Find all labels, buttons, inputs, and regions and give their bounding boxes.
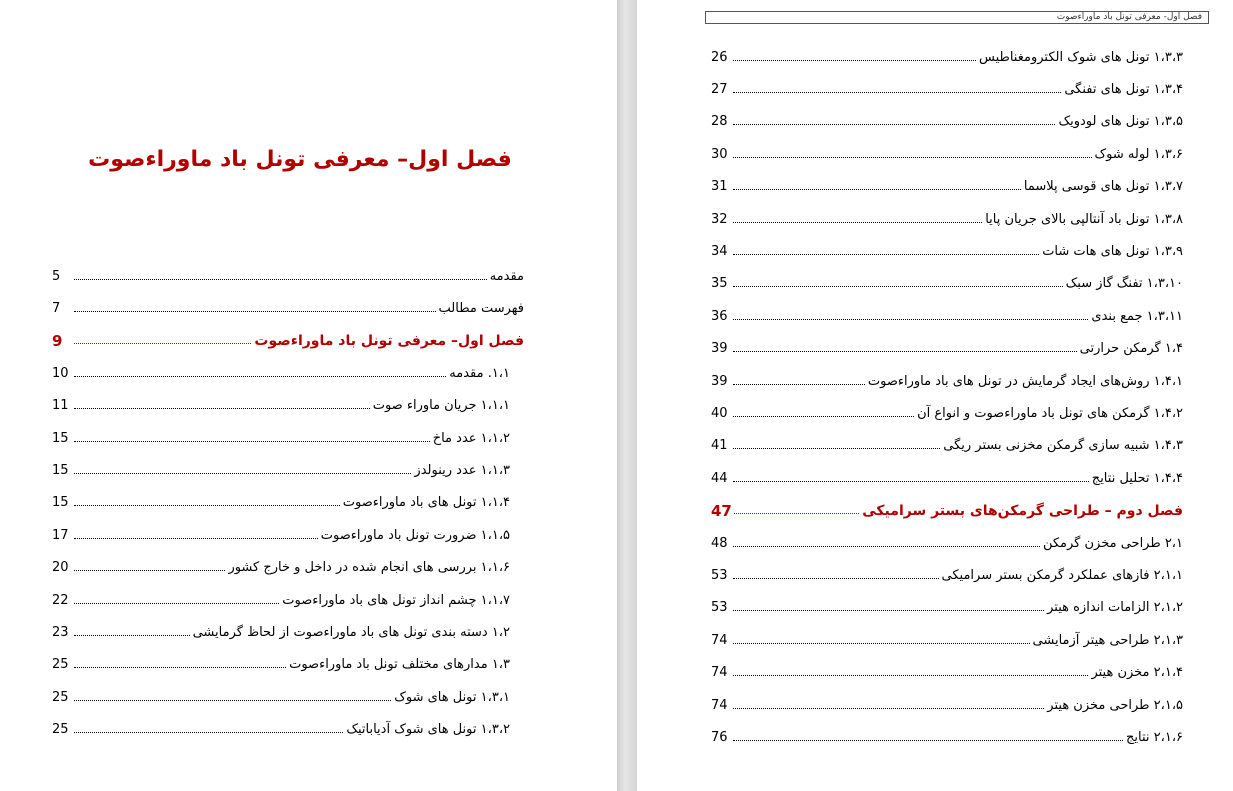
toc-entry[interactable]	[711, 656, 1183, 688]
toc-dot-leader	[74, 376, 446, 377]
toc-page-number: 44	[711, 470, 728, 486]
toc-entry[interactable]	[711, 73, 1183, 105]
toc-page-number: 47	[711, 501, 732, 520]
toc-dot-leader	[733, 578, 939, 579]
toc-entry[interactable]	[52, 390, 524, 422]
toc-entry[interactable]	[52, 357, 524, 389]
toc-dot-leader	[74, 473, 411, 474]
toc-entry[interactable]	[711, 300, 1183, 332]
toc-page-number: 76	[711, 729, 728, 745]
toc-entry-label: ۱،۴،۴ تحلیل نتایج	[1091, 470, 1183, 486]
toc-page-number: 34	[711, 244, 728, 260]
toc-page-number: 31	[711, 179, 728, 195]
toc-dot-leader	[733, 448, 940, 449]
toc-entry[interactable]	[711, 138, 1183, 170]
toc-entry-label: ۲،۱،۱ فازهای عملکرد گرمکن بستر سرامیکی	[941, 567, 1183, 583]
toc-page-number: 36	[711, 308, 728, 324]
toc-page-number: 15	[52, 495, 69, 511]
running-header: فصل اول- معرفی تونل باد ماوراءصوت	[705, 11, 1209, 24]
toc-chapter-entry[interactable]	[711, 494, 1183, 526]
toc-entry-label: ۱،۴،۱ روش‌های ایجاد گرمایش در تونل های باد ماوراءصوت	[867, 373, 1183, 389]
toc-entry[interactable]	[711, 365, 1183, 397]
toc-entry-label: فهرست مطالب	[438, 301, 524, 317]
toc-entry-label: ۱،۳،۱ تونل های شوک	[394, 689, 510, 705]
toc-page-number: 17	[52, 527, 69, 543]
toc-entry[interactable]	[711, 559, 1183, 591]
toc-dot-leader	[74, 538, 318, 539]
page-gutter	[617, 0, 637, 791]
toc-entry[interactable]	[52, 681, 524, 713]
toc-entry[interactable]	[52, 519, 524, 551]
toc-entry-label: فصل دوم – طراحی گرمکن‌های بستر سرامیکی	[862, 502, 1183, 519]
toc-entry[interactable]	[711, 527, 1183, 559]
toc-dot-leader	[74, 732, 343, 733]
toc-dot-leader	[733, 92, 1061, 93]
toc-dot-leader	[733, 675, 1088, 676]
toc-entry[interactable]	[711, 592, 1183, 624]
toc-entry[interactable]	[52, 422, 524, 454]
toc-page-number: 25	[52, 657, 69, 673]
toc-dot-leader	[74, 505, 340, 506]
toc-dot-leader	[733, 610, 1044, 611]
toc-page-number: 74	[711, 665, 728, 681]
toc-page-number: 53	[711, 567, 728, 583]
toc-entry-label: ۱،۳ مدارهای مختلف تونل باد ماوراءصوت	[289, 657, 510, 673]
toc-dot-leader	[733, 60, 976, 61]
toc-entry[interactable]	[711, 203, 1183, 235]
toc-dot-leader	[733, 124, 1055, 125]
toc-page-number: 26	[711, 49, 728, 65]
toc-dot-leader	[733, 351, 1077, 352]
toc-dot-leader	[733, 708, 1044, 709]
toc-entry-label: ۱،۳،۳ تونل های شوک الکترومغناطیس	[979, 49, 1183, 65]
toc-page-number: 15	[52, 430, 69, 446]
toc-entry-label: ۱،۳،۲ تونل های شوک آدیاباتیک	[346, 722, 510, 738]
toc-dot-leader	[74, 343, 251, 344]
toc-page-number: 74	[711, 632, 728, 648]
toc-dot-leader	[733, 740, 1123, 741]
toc-dot-leader	[74, 441, 430, 442]
toc-entry[interactable]	[52, 260, 524, 292]
toc-page-number: 32	[711, 211, 728, 227]
chapter-title: فصل اول– معرفی تونل باد ماوراءصوت	[88, 147, 512, 172]
toc-entry[interactable]	[711, 235, 1183, 267]
toc-entry-label: ۱،۱،۲ عدد ماخ	[432, 430, 510, 446]
toc-entry-label: مقدمه	[489, 268, 524, 284]
toc-page-number: 53	[711, 600, 728, 616]
toc-entry-label: ۲،۱،۲ الزامات اندازه هیتر	[1047, 600, 1183, 616]
toc-entry-label: ۲،۱،۴ مخزن هیتر	[1091, 665, 1183, 681]
toc-entry[interactable]	[711, 624, 1183, 656]
toc-entry-label: ۱،۱،۵ ضرورت تونل باد ماوراءصوت	[320, 527, 510, 543]
toc-entry[interactable]	[711, 268, 1183, 300]
toc-entry-label: ۱،۳،۴ تونل های تفنگی	[1064, 82, 1183, 98]
toc-page-number: 5	[52, 268, 61, 284]
toc-page-number: 7	[52, 301, 61, 317]
toc-entry-label: ۱،۱. مقدمه	[449, 365, 510, 381]
toc-entry[interactable]	[52, 584, 524, 616]
toc-dot-leader	[733, 416, 914, 417]
toc-dot-leader	[733, 481, 1089, 482]
toc-dot-leader	[733, 319, 1088, 320]
toc-entry[interactable]	[711, 721, 1183, 753]
toc-entry[interactable]	[52, 649, 524, 681]
toc-entry-label: ۱،۳،۸ تونل باد آنتالپی بالای جریان پایا	[985, 211, 1183, 227]
toc-page-number: 30	[711, 146, 728, 162]
toc-dot-leader	[74, 279, 487, 280]
document-page-right	[637, 0, 1233, 791]
toc-page-number: 28	[711, 114, 728, 130]
toc-entry[interactable]	[52, 454, 524, 486]
toc-entry[interactable]	[711, 462, 1183, 494]
toc-page-number: 39	[711, 373, 728, 389]
toc-page-number: 25	[52, 722, 69, 738]
toc-dot-leader	[733, 546, 1040, 547]
toc-dot-leader	[74, 603, 279, 604]
toc-dot-leader	[734, 513, 859, 514]
toc-dot-leader	[733, 222, 982, 223]
toc-entry-label: ۲،۱ طراحی مخزن گرمکن	[1042, 535, 1183, 551]
toc-dot-leader	[733, 384, 865, 385]
toc-page-number: 35	[711, 276, 728, 292]
table-of-contents-right	[711, 41, 1183, 754]
toc-entry-label: ۱،۳،۶ لوله شوک	[1094, 146, 1183, 162]
toc-entry-label: ۱،۳،۷ تونل های قوسی پلاسما	[1023, 179, 1183, 195]
toc-page-number: 40	[711, 405, 728, 421]
toc-page-number: 20	[52, 560, 69, 576]
toc-entry[interactable]	[52, 616, 524, 648]
toc-entry[interactable]	[711, 397, 1183, 429]
toc-dot-leader	[733, 157, 1092, 158]
toc-entry-label: ۱،۱،۴ تونل های باد ماوراءصوت	[342, 495, 510, 511]
toc-entry-label: ۱،۴،۲ گرمکن های تونل باد ماوراءصوت و انواع آن	[917, 405, 1183, 421]
toc-entry[interactable]	[711, 689, 1183, 721]
toc-entry-label: ۱،۴ گرمکن حرارتی	[1079, 341, 1183, 357]
toc-entry[interactable]	[711, 171, 1183, 203]
toc-entry-label: فصل اول– معرفی تونل باد ماوراءصوت	[254, 332, 524, 349]
toc-dot-leader	[733, 254, 1039, 255]
toc-entry[interactable]	[711, 41, 1183, 73]
toc-entry-label: ۱،۱،۳ عدد رینولدز	[414, 463, 510, 479]
toc-page-number: 11	[52, 398, 69, 414]
toc-entry[interactable]	[52, 552, 524, 584]
toc-page-number: 27	[711, 82, 728, 98]
toc-page-number: 23	[52, 624, 69, 640]
toc-entry[interactable]	[52, 292, 524, 324]
toc-entry-label: ۲،۱،۶ نتایج	[1126, 729, 1183, 745]
toc-page-number: 9	[52, 331, 63, 350]
toc-dot-leader	[74, 311, 436, 312]
toc-entry-label: ۱،۳،۱۱ جمع بندی	[1091, 308, 1183, 324]
toc-entry[interactable]	[711, 333, 1183, 365]
toc-page-number: 25	[52, 689, 69, 705]
toc-page-number: 48	[711, 535, 728, 551]
toc-entry[interactable]	[52, 713, 524, 745]
toc-entry-label: ۱،۳،۱۰ تفنگ گاز سبک	[1065, 276, 1183, 292]
table-of-contents-left	[52, 260, 524, 746]
toc-dot-leader	[74, 635, 190, 636]
toc-entry[interactable]	[711, 106, 1183, 138]
toc-page-number: 74	[711, 697, 728, 713]
toc-dot-leader	[74, 667, 286, 668]
toc-entry-label: ۱،۴،۳ شبیه سازی گرمکن مخزنی بستر ریگی	[943, 438, 1183, 454]
toc-dot-leader	[733, 643, 1030, 644]
toc-entry-label: ۲،۱،۵ طراحی مخزن هیتر	[1047, 697, 1183, 713]
toc-entry-label: ۱،۱،۷ چشم انداز تونل های باد ماوراءصوت	[282, 592, 510, 608]
toc-page-number: 10	[52, 365, 69, 381]
toc-dot-leader	[74, 408, 370, 409]
toc-page-number: 22	[52, 592, 69, 608]
toc-entry[interactable]	[52, 487, 524, 519]
toc-page-number: 15	[52, 463, 69, 479]
toc-entry-label: ۱،۳،۵ تونل های لودویک	[1058, 114, 1183, 130]
toc-entry-label: ۲،۱،۳ طراحی هیتر آزمایشی	[1032, 632, 1183, 648]
toc-entry[interactable]	[711, 430, 1183, 462]
toc-entry-label: ۱،۱،۶ بررسی های انجام شده در داخل و خارج کشور	[228, 560, 510, 576]
toc-entry-label: ۱،۲ دسته بندی تونل های باد ماوراءصوت از لحاظ گرمایشی	[192, 624, 510, 640]
toc-dot-leader	[733, 286, 1063, 287]
toc-dot-leader	[74, 700, 391, 701]
toc-chapter-entry[interactable]	[52, 325, 524, 357]
toc-entry-label: ۱،۱،۱ جریان ماوراء صوت	[372, 398, 510, 414]
toc-dot-leader	[733, 189, 1021, 190]
toc-page-number: 39	[711, 341, 728, 357]
toc-dot-leader	[74, 570, 225, 571]
toc-entry-label: ۱،۳،۹ تونل های هات شات	[1042, 244, 1183, 260]
toc-page-number: 41	[711, 438, 728, 454]
